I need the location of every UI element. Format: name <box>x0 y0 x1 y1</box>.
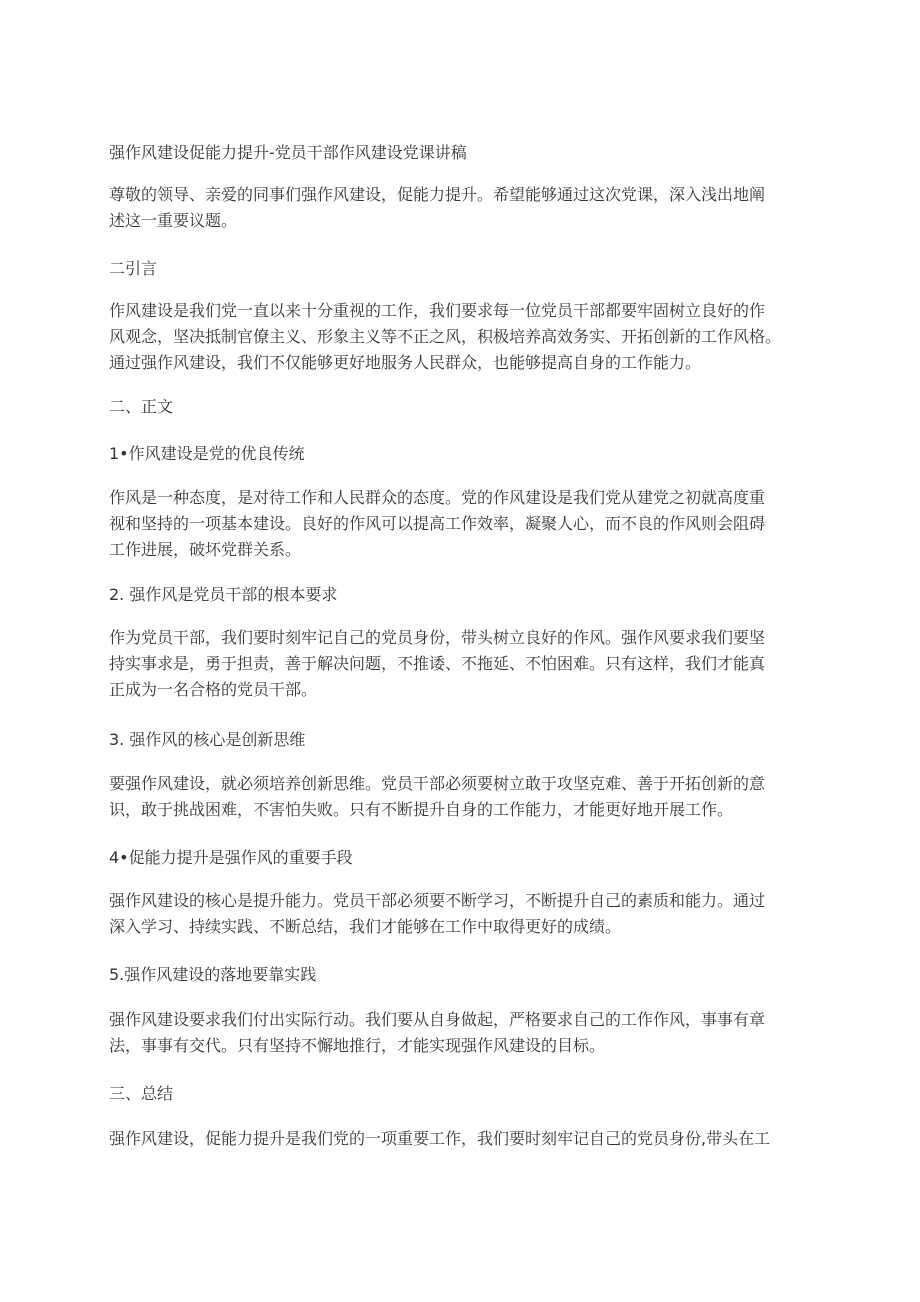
heading-line: 二、正文 <box>109 397 174 416</box>
point3-heading <box>109 727 821 753</box>
text-line: 强作风建设的核心是提升能力。党员干部必须要不断学习，不断提升自己的素质和能力。通过 <box>109 891 766 910</box>
heading-line: 二引言 <box>109 259 158 278</box>
text-line: 视和坚持的一项基本建设。良好的作风可以提高工作效率，凝聚人心，而不良的作风则会阻碍 <box>109 514 766 533</box>
text-line: 强作风建设要求我们付出实际行动。我们要从自身做起，严格要求自己的工作作风，事事有章 <box>109 1010 766 1029</box>
text-line: 作风是一种态度，是对待工作和人民群众的态度。党的作风建设是我们党从建党之初就高度重 <box>109 488 766 507</box>
text-line: 持实事求是，勇于担责，善于解决问题，不推诿、不拖延、不怕困难。只有这样，我们才能真 <box>109 654 766 673</box>
text-line: 正成为一名合格的党员干部。 <box>109 680 318 699</box>
text-line: 法，事事有交代。只有坚持不懈地推行，才能实现强作风建设的目标。 <box>109 1036 606 1055</box>
opening-paragraph <box>109 182 821 234</box>
text-line: 通过强作风建设，我们不仅能够更好地服务人民群众，也能够提高自身的工作能力。 <box>109 353 702 372</box>
point4-heading <box>109 845 821 871</box>
heading-line: 三、总结 <box>109 1084 174 1103</box>
point5-paragraph <box>109 1007 821 1059</box>
document-title <box>109 140 821 166</box>
text-line: 识，敢于挑战困难，不害怕失败。只有不断提升自身的工作能力，才能更好地开展工作。 <box>109 800 734 819</box>
point5-heading <box>109 962 821 988</box>
summary-heading <box>109 1081 821 1107</box>
text-line: 尊敬的领导、亲爱的同事们强作风建设，促能力提升。希望能够通过这次党课，深入浅出地阐 <box>109 185 766 204</box>
main-heading <box>109 394 821 420</box>
point1-heading <box>109 441 821 467</box>
heading-line: 4•促能力提升是强作风的重要手段 <box>109 848 353 867</box>
point1-paragraph <box>109 485 821 563</box>
text-line: 深入学习、持续实践、不断总结，我们才能够在工作中取得更好的成绩。 <box>109 917 622 936</box>
heading-line: 3. 强作风的核心是创新思维 <box>109 730 306 749</box>
point2-paragraph <box>109 625 821 703</box>
text-line: 要强作风建设，就必须培养创新思维。党员干部必须要树立敢于攻坚克难、善于开拓创新的意 <box>109 774 766 793</box>
text-line: 工作进展，破坏党群关系。 <box>109 540 302 559</box>
heading-line: 5.强作风建设的落地要靠实践 <box>109 965 317 984</box>
text-line: 作为党员干部，我们要时刻牢记自己的党员身份，带头树立良好的作风。强作风要求我们要坚 <box>109 628 766 647</box>
point2-heading <box>109 582 821 608</box>
intro-heading <box>109 256 821 282</box>
text-line: 强作风建设，促能力提升是我们党的一项重要工作，我们要时刻牢记自己的党员身份,带头在工 <box>109 1129 771 1148</box>
point4-paragraph <box>109 888 821 940</box>
text-line: 风观念，坚决抵制官僚主义、形象主义等不正之风，积极培养高效务实、开拓创新的工作风格。 <box>109 327 782 346</box>
heading-line: 2. 强作风是党员干部的根本要求 <box>109 585 338 604</box>
summary-paragraph <box>109 1126 821 1152</box>
intro-paragraph <box>109 298 821 376</box>
text-line: 述这一重要议题。 <box>109 211 238 230</box>
point3-paragraph <box>109 771 821 823</box>
heading-line: 1•作风建设是党的优良传统 <box>109 444 305 463</box>
text-line: 作风建设是我们党一直以来十分重视的工作，我们要求每一位党员干部都要牢固树立良好的作 <box>109 301 766 320</box>
title-line: 强作风建设促能力提升-党员干部作风建设党课讲稿 <box>109 143 467 162</box>
